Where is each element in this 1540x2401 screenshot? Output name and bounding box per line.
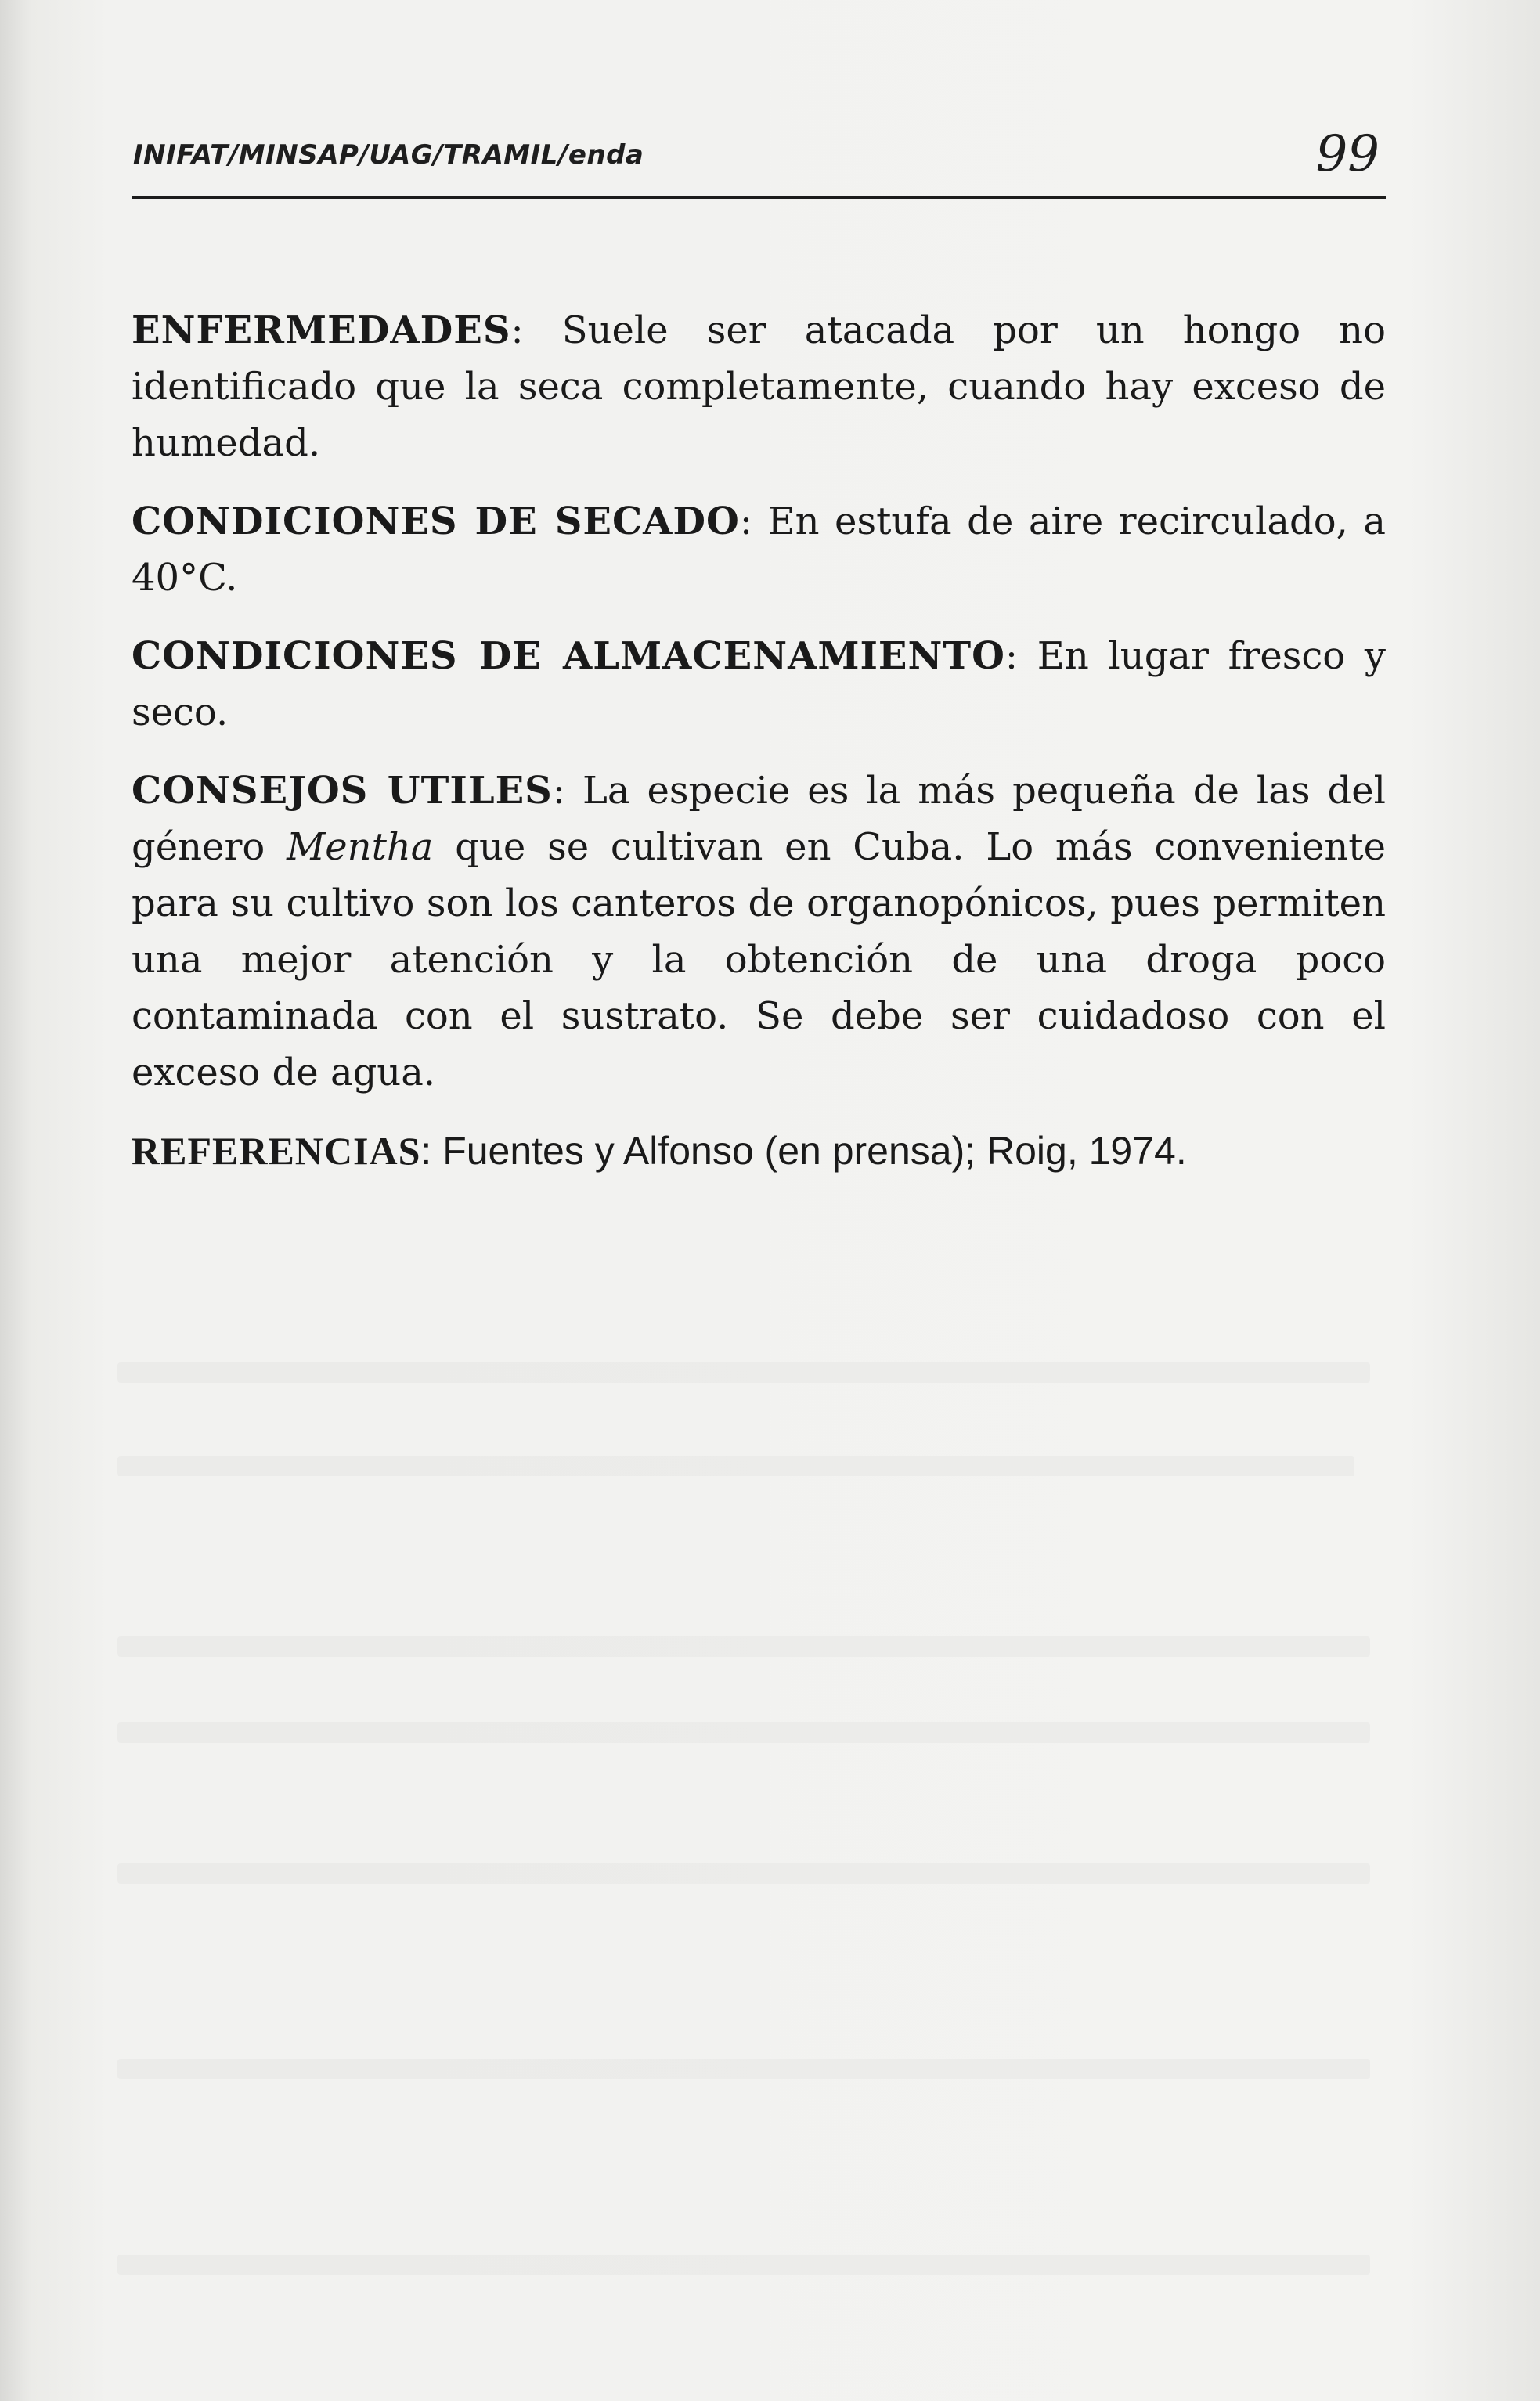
section-label: CONSEJOS UTILES — [132, 769, 553, 813]
bleed-through-text — [117, 1863, 1370, 1884]
section-text: que se cultivan en Cuba. Lo más conveniente para su cultivo son los canteros de organopónicos, pues permiten una mejor atención y la obtención de una droga poco contaminada con el sustrato. Se debe ser cuidadoso con el exceso de agua. — [132, 825, 1386, 1094]
section-text: : Fuentes y Alfonso (en prensa); Roig, 1974. — [420, 1129, 1187, 1173]
section-label: CONDICIONES DE SECADO — [132, 499, 740, 543]
section-label: REFERENCIAS — [132, 1129, 421, 1173]
section-condiciones-almacenamiento — [132, 628, 1386, 741]
section-text: : Suele ser atacada por un hongo no identificado que la seca completamente, cuando hay exceso de humedad. — [132, 308, 1386, 465]
section-condiciones-secado — [132, 493, 1386, 606]
section-text: : En estufa de aire recirculado, a 40°C. — [132, 499, 1386, 600]
section-referencias — [132, 1123, 1386, 1179]
section-text: : En lugar fresco y seco. — [132, 634, 1387, 734]
bleed-through-text — [117, 2255, 1370, 2275]
body-text — [132, 302, 1386, 1201]
bleed-through-text — [117, 1722, 1370, 1743]
section-enfermedades — [132, 302, 1386, 471]
section-consejos-utiles — [132, 762, 1386, 1101]
section-text: : La especie es la más pequeña de las del género — [132, 769, 1386, 869]
page-number: 99 — [1315, 125, 1380, 183]
section-label: CONDICIONES DE ALMACENAMIENTO — [132, 634, 1005, 678]
bleed-through-text — [117, 1456, 1354, 1476]
running-header — [132, 125, 1386, 199]
genus-name: Mentha — [287, 825, 434, 869]
bleed-through-text — [117, 1362, 1370, 1383]
section-label: ENFERMEDADES — [132, 308, 511, 352]
bleed-through-text — [117, 2059, 1370, 2079]
source-tag: INIFAT/MINSAP/UAG/TRAMIL/enda — [133, 139, 644, 171]
bleed-through-text — [117, 1636, 1370, 1657]
